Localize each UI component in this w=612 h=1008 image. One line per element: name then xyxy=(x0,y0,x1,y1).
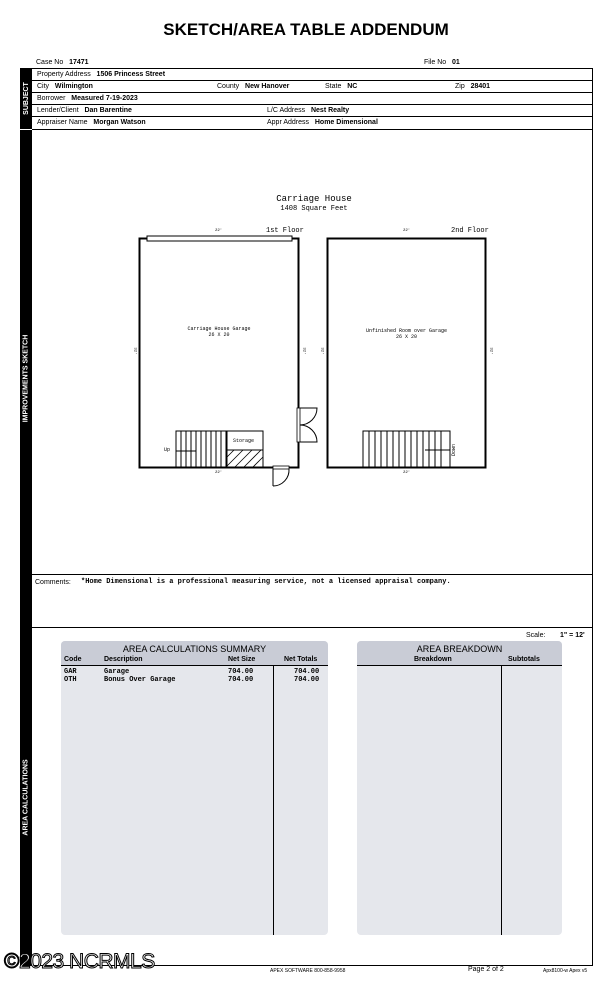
sketch-label: IMPROVEMENTS SKETCH xyxy=(22,334,30,422)
summary-panel xyxy=(61,641,328,935)
area-divider xyxy=(20,627,593,628)
zip-value: 28401 xyxy=(470,83,491,90)
case-label: Case No xyxy=(36,59,64,66)
row-net: 704.00 xyxy=(228,668,254,676)
row-net: 704.00 xyxy=(228,676,254,684)
garage-door xyxy=(147,236,292,241)
breakdown-col-rule xyxy=(501,665,502,935)
appraiser-value: Morgan Watson xyxy=(93,119,146,126)
borrower-label: Borrower xyxy=(37,95,66,102)
dim-right-1: 32' xyxy=(301,347,306,355)
dim-bottom-1: 22' xyxy=(215,471,223,475)
lc-label: L/C Address xyxy=(267,107,306,114)
county-value: New Hanover xyxy=(245,83,290,90)
room2-label xyxy=(328,328,485,340)
summary-totals xyxy=(294,668,319,684)
storage-label: Storage xyxy=(233,438,255,444)
dim-right-2: 32' xyxy=(488,347,493,355)
county-label: County xyxy=(217,83,240,90)
breakdown-head-rule xyxy=(357,665,562,666)
appraiser-label: Appraiser Name xyxy=(37,119,88,126)
page-number: Page 2 of 2 xyxy=(468,966,504,973)
second-floor-outline xyxy=(328,239,486,468)
summary-col-rule xyxy=(273,665,274,935)
col-breakdown: Breakdown xyxy=(414,656,452,663)
first-floor-outline xyxy=(140,239,299,468)
summary-title: AREA CALCULATIONS SUMMARY xyxy=(122,644,267,654)
address-value: 1506 Princess Street xyxy=(96,71,166,78)
room1-label xyxy=(140,326,298,338)
software-label: APEX SOFTWARE 800-858-9958 xyxy=(270,968,346,974)
dim-bottom-2: 22' xyxy=(403,471,411,475)
breakdown-panel xyxy=(357,641,562,935)
lender-value: Dan Barentine xyxy=(84,107,132,114)
city-value: Wilmington xyxy=(54,83,93,90)
comments-divider xyxy=(32,574,593,575)
col-total: Net Totals xyxy=(284,656,318,663)
file-label: File No xyxy=(424,59,447,66)
comments-label: Comments: xyxy=(35,579,71,586)
zip-label: Zip xyxy=(455,83,465,90)
borrower-value: Measured 7-19-2023 xyxy=(71,95,138,102)
subject-label: SUBJECT xyxy=(22,82,30,115)
summary-head-rule xyxy=(61,665,328,666)
lender-label: Lender/Client xyxy=(37,107,79,114)
address-label: Property Address xyxy=(37,71,91,78)
storage-hatch xyxy=(227,450,263,467)
col-net: Net Size xyxy=(228,656,256,663)
room2-dim: 26 X 20 xyxy=(395,334,417,340)
sketch-name: Carriage House xyxy=(276,194,352,204)
summary-nets xyxy=(228,668,253,684)
col-desc: Description xyxy=(104,656,143,663)
city-label: City xyxy=(37,83,50,90)
room1-dim: 26 X 20 xyxy=(208,332,230,338)
case-value: 17471 xyxy=(69,59,89,66)
watermark: ©2023 NCRMLS xyxy=(4,950,155,973)
dim-left-2: 32' xyxy=(319,347,324,355)
col-code: Code xyxy=(64,656,82,663)
page-title: SKETCH/AREA TABLE ADDENDUM xyxy=(163,20,449,39)
room1-name: Carriage House Garage xyxy=(187,326,251,332)
stairs-up-label: Up xyxy=(164,447,171,453)
sketch-area: 1408 Square Feet xyxy=(280,205,348,213)
row-total: 704.00 xyxy=(294,668,320,676)
dim-top-1: 22' xyxy=(215,229,223,233)
summary-descs xyxy=(104,668,175,684)
storage-room xyxy=(227,431,263,467)
col-subtotals: Subtotals xyxy=(508,656,540,663)
scale-value: 1" = 12' xyxy=(560,632,585,639)
row-desc: Garage xyxy=(104,668,130,676)
stairs-up xyxy=(176,431,226,467)
file-value: 01 xyxy=(452,59,460,66)
appr-addr-label: Appr Address xyxy=(267,119,310,126)
dim-left-1: 32' xyxy=(132,347,137,355)
scale-label: Scale: xyxy=(526,632,546,639)
floor1-label: 1st Floor xyxy=(266,227,304,235)
row-desc: Bonus Over Garage xyxy=(104,676,176,684)
row-total: 704.00 xyxy=(294,676,320,684)
comments-text: *Home Dimensional is a professional measuring service, not a licensed appraisal company. xyxy=(81,578,451,586)
stairs-down xyxy=(363,431,450,467)
dim-top-2: 22' xyxy=(403,229,411,233)
appr-addr-value: Home Dimensional xyxy=(314,119,378,126)
room2-name: Unfinished Room over Garage xyxy=(365,328,447,334)
area-label: AREA CALCULATIONS xyxy=(22,758,30,836)
state-label: State xyxy=(325,83,342,90)
floor2-label: 2nd Floor xyxy=(451,227,489,235)
summary-codes xyxy=(64,668,77,684)
breakdown-title: AREA BREAKDOWN xyxy=(416,644,503,654)
lc-value: Nest Realty xyxy=(310,107,350,114)
form-id: Apx8100-w Apex v5 xyxy=(543,968,588,974)
stairs-down-label: Down xyxy=(451,443,458,457)
state-value: NC xyxy=(347,83,358,90)
row-code: GAR xyxy=(64,668,77,676)
row-code: OTH xyxy=(64,676,77,684)
